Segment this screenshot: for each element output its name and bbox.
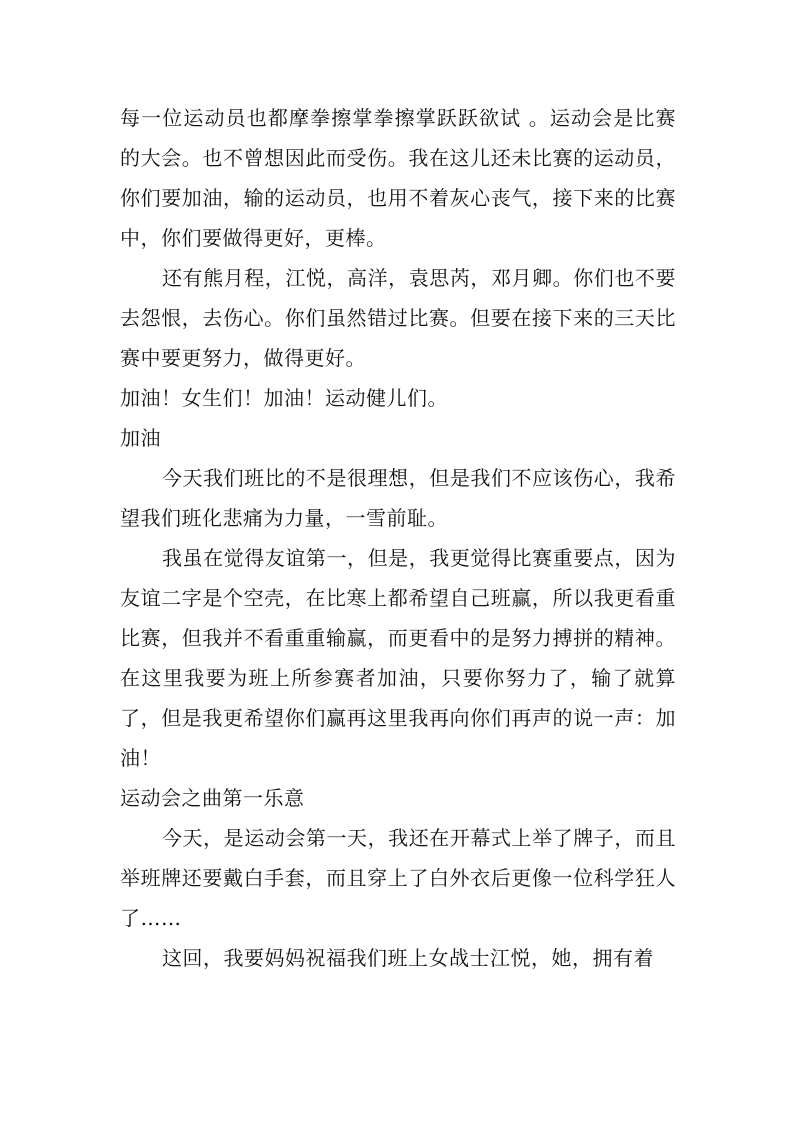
paragraph-jiangyue: 这回，我要妈妈祝福我们班上女战士江悦，她，拥有着 [162, 946, 654, 970]
paragraph-names-missed: 还有熊月程，江悦，高洋，袁思芮，邓月卿。你们也不要去怨恨，去伤心。你们虽然错过比赛。但要在接下来的三天比赛中要更努力，做得更好。 [120, 266, 676, 370]
paragraph-athletes-eager: 每一位运动员也都摩拳擦掌拳擦掌跃跃欲试 。运动会是比赛的大会。也不曾想因此而受伤。我在这儿还未比赛的运动员，你们要加油，输的运动员，也用不着灰心丧气，接下来的比赛中，你们要做得更好，更棒。 [120, 106, 676, 250]
document-body [120, 98, 676, 978]
section-heading-jiayou: 加油 [120, 426, 161, 450]
paragraph-first-day: 今天，是运动会第一天，我还在开幕式上举了牌子，而且举班牌还要戴白手套，而且穿上了白外衣后更像一位科学狂人了…… [120, 826, 676, 930]
paragraph-class-result: 今天我们班比的不是很理想，但是我们不应该伤心，我希望我们班化悲痛为力量，一雪前耻。 [120, 466, 676, 530]
paragraph-cheer-girls: 加油！女生们！加油！运动健儿们。 [120, 386, 448, 410]
section-heading-sports-song: 运动会之曲第一乐意 [120, 786, 305, 810]
paragraph-friendship: 我虽在觉得友谊第一，但是，我更觉得比赛重要点，因为友谊二字是个空壳，在比寒上都希望自己班赢，所以我更看重比赛，但我并不看重重输赢，而更看中的是努力搏拼的精神。在这里我要为班上所参赛者加油，只要你努力了，输了就算了，但是我更希望你们赢再这里我再向你们再声的说一声：加油！ [120, 546, 676, 770]
